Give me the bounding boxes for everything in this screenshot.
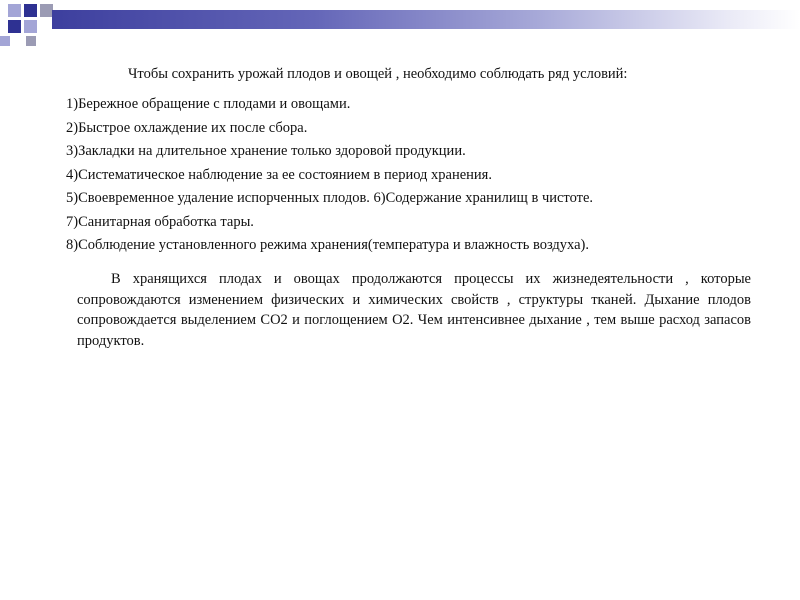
list-item: 2)Быстрое охлаждение их после сбора. xyxy=(66,119,308,136)
list-item: 8)Соблюдение установленного режима хранения(температура и влажность воздуха). xyxy=(66,237,590,253)
list-item: 1)Бережное обращение с плодами и овощами. xyxy=(66,96,351,112)
body-paragraph: В хранящихся плодах и овощах продолжаются процессы их жизнедеятельности , которые сопровождаются изменением физических и химических свойств , структуры тканей. Дыхание плодов сопровождается выделением СО2 и поглощением О2. Чем интенсивнее дыхание , тем выше расход запасов продуктов. xyxy=(77,271,751,349)
conditions-list xyxy=(66,93,786,258)
intro-text: Чтобы сохранить урожай плодов и овощей , необходимо соблюдать ряд условий: xyxy=(128,66,628,82)
list-item: 7)Санитарная обработка тары. xyxy=(66,213,254,230)
list-item: 3)Закладки на длительное хранение только здоровой продукции. xyxy=(66,143,466,159)
list-item: 4)Систематическое наблюдение за ее состоянием в период хранения. xyxy=(66,166,492,183)
list-item: 5)Своевременное удаление испорченных плодов. 6)Содержание хранилищ в чистоте. xyxy=(66,190,594,206)
